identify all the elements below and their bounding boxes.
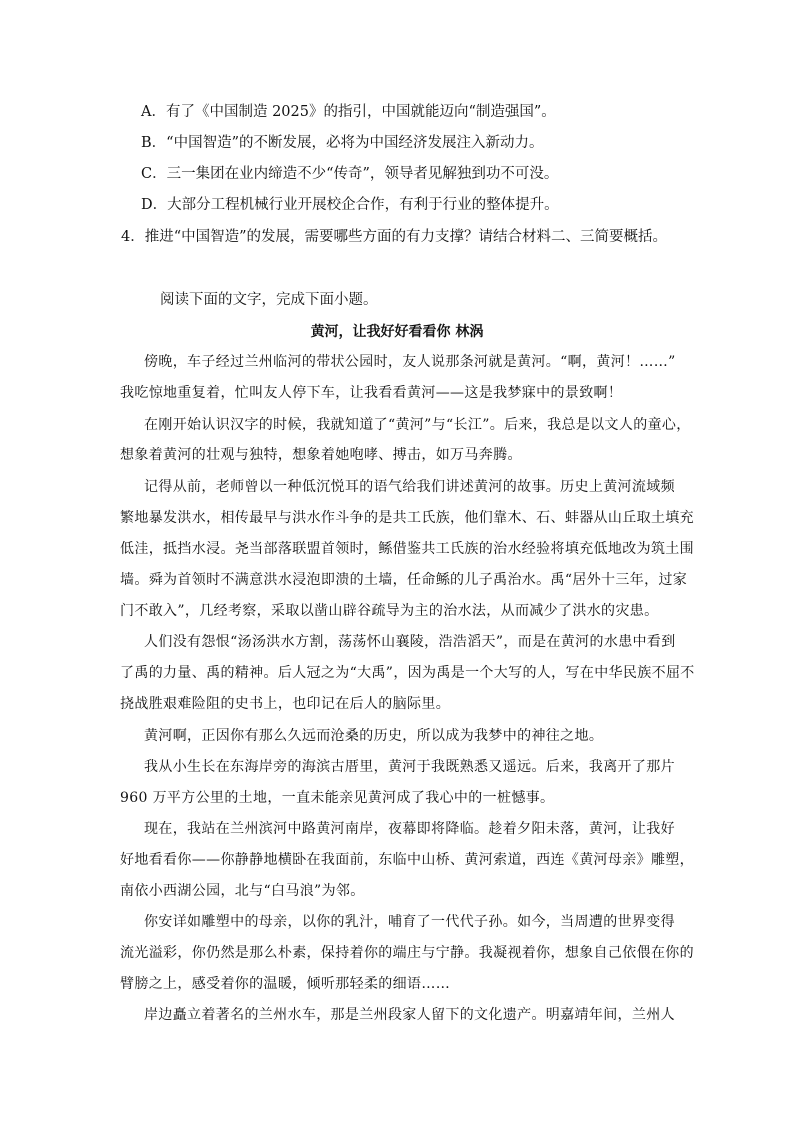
paragraph-line: 墙。舜为首领时不满意洪水浸泡即溃的土墙，任命鲧的儿子禹治水。禹“居外十三年，过家 — [120, 572, 688, 588]
paragraph-line: 记得从前，老师曾以一种低沉悦耳的语气给我们讲述黄河的故事。历史上黄河流域频 — [144, 479, 675, 495]
paragraph-line: 门不敢入”，几经考察，采取以凿山辟谷疏导为主的治水法，从而减少了洪水的灾患。 — [120, 603, 659, 619]
paragraph-line: 想象着黄河的壮观与独特，想象着她咆哮、搏击，如万马奔腾。 — [120, 447, 522, 463]
paragraph-line: 傍晚，车子经过兰州临河的带状公园时，友人说那条河就是黄河。“啊，黄河！……” — [144, 354, 676, 370]
paragraph-line: 人们没有怨恨“汤汤洪水方割，荡荡怀山襄陵，浩浩滔天”，而是在黄河的水患中看到 — [144, 634, 676, 650]
article-title: 黄河，让我好好看看你 林涡 — [310, 324, 484, 340]
paragraph-line: 我从小生长在东海岸旁的海滨古厝里，黄河于我既熟悉又遥远。后来，我离开了那片 — [144, 759, 675, 775]
option-b: B．“中国智造”的不断发展，必将为中国经济发展注入新动力。 — [141, 135, 544, 151]
paragraph-line: 低洼，抵挡水浸。尧当部落联盟首领时，鲧借鉴共工氏族的治水经验将填充低地改为筑土围 — [120, 541, 694, 557]
paragraph-line: 南依小西湖公园，北与“白马浪”为邻。 — [120, 883, 365, 899]
paragraph-line: 臂膀之上，感受着你的温暖，倾听那轻柔的细语…… — [120, 976, 451, 992]
paragraph-line: 好地看看你——你静静地横卧在我面前，东临中山桥、黄河索道，西连《黄河母亲》雕塑， — [120, 852, 694, 868]
paragraph-line: 繁地暴发洪水，相传最早与洪水作斗争的是共工氏族，他们靠木、石、蚌器从山丘取土填充 — [120, 510, 694, 526]
paragraph-line: 你安详如雕塑中的母亲，以你的乳汁，哺育了一代代子孙。如今，当周遭的世界变得 — [144, 914, 675, 930]
paragraph-line: 了禹的力量、禹的精神。后人冠之为“大禹”，因为禹是一个大写的人，写在中华民族不屈不 — [120, 665, 695, 681]
paragraph-line: 在刚开始认识汉字的时候，我就知道了“黄河”与“长江”。后来，我总是以文人的童心， — [144, 417, 691, 433]
reading-instruction: 阅读下面的文字，完成下面小题。 — [160, 292, 378, 308]
paragraph-line: 岸边矗立着著名的兰州水车，那是兰州段家人留下的文化遗产。明嘉靖年间，兰州人 — [144, 1007, 675, 1023]
paragraph-line: 我吃惊地重复着，忙叫友人停下车，让我看看黄河——这是我梦寐中的景致啊！ — [120, 385, 623, 401]
paragraph-line: 流光溢彩，你仍然是那么朴素，保持着你的端庄与宁静。我凝视着你，想象自己依偎在你的 — [120, 945, 694, 961]
option-c: C．三一集团在业内缔造不少“传奇”，领导者见解独到功不可没。 — [141, 166, 559, 182]
paragraph-line: 现在，我站在兰州滨河中路黄河南岸，夜幕即将降临。趁着夕阳未落，黄河，让我好 — [144, 821, 675, 837]
question-4: 4．推进“中国智造”的发展，需要哪些方面的有力支撑？请结合材料二、三简要概括。 — [121, 229, 668, 245]
option-d: D．大部分工程机械行业开展校企合作，有利于行业的整体提升。 — [141, 197, 559, 213]
paragraph-line: 挠战胜艰难险阻的史书上，也印记在后人的脑际里。 — [120, 696, 451, 712]
paragraph-line: 黄河啊，正因你有那么久远而沧桑的历史，所以成为我梦中的神往之地。 — [144, 728, 604, 744]
paragraph-line: 960 万平方公里的土地，一直未能亲见黄河成了我心中的一桩憾事。 — [120, 790, 555, 806]
option-a: A．有了《中国制造 2025》的指引，中国就能迈向“制造强国”。 — [141, 104, 556, 120]
